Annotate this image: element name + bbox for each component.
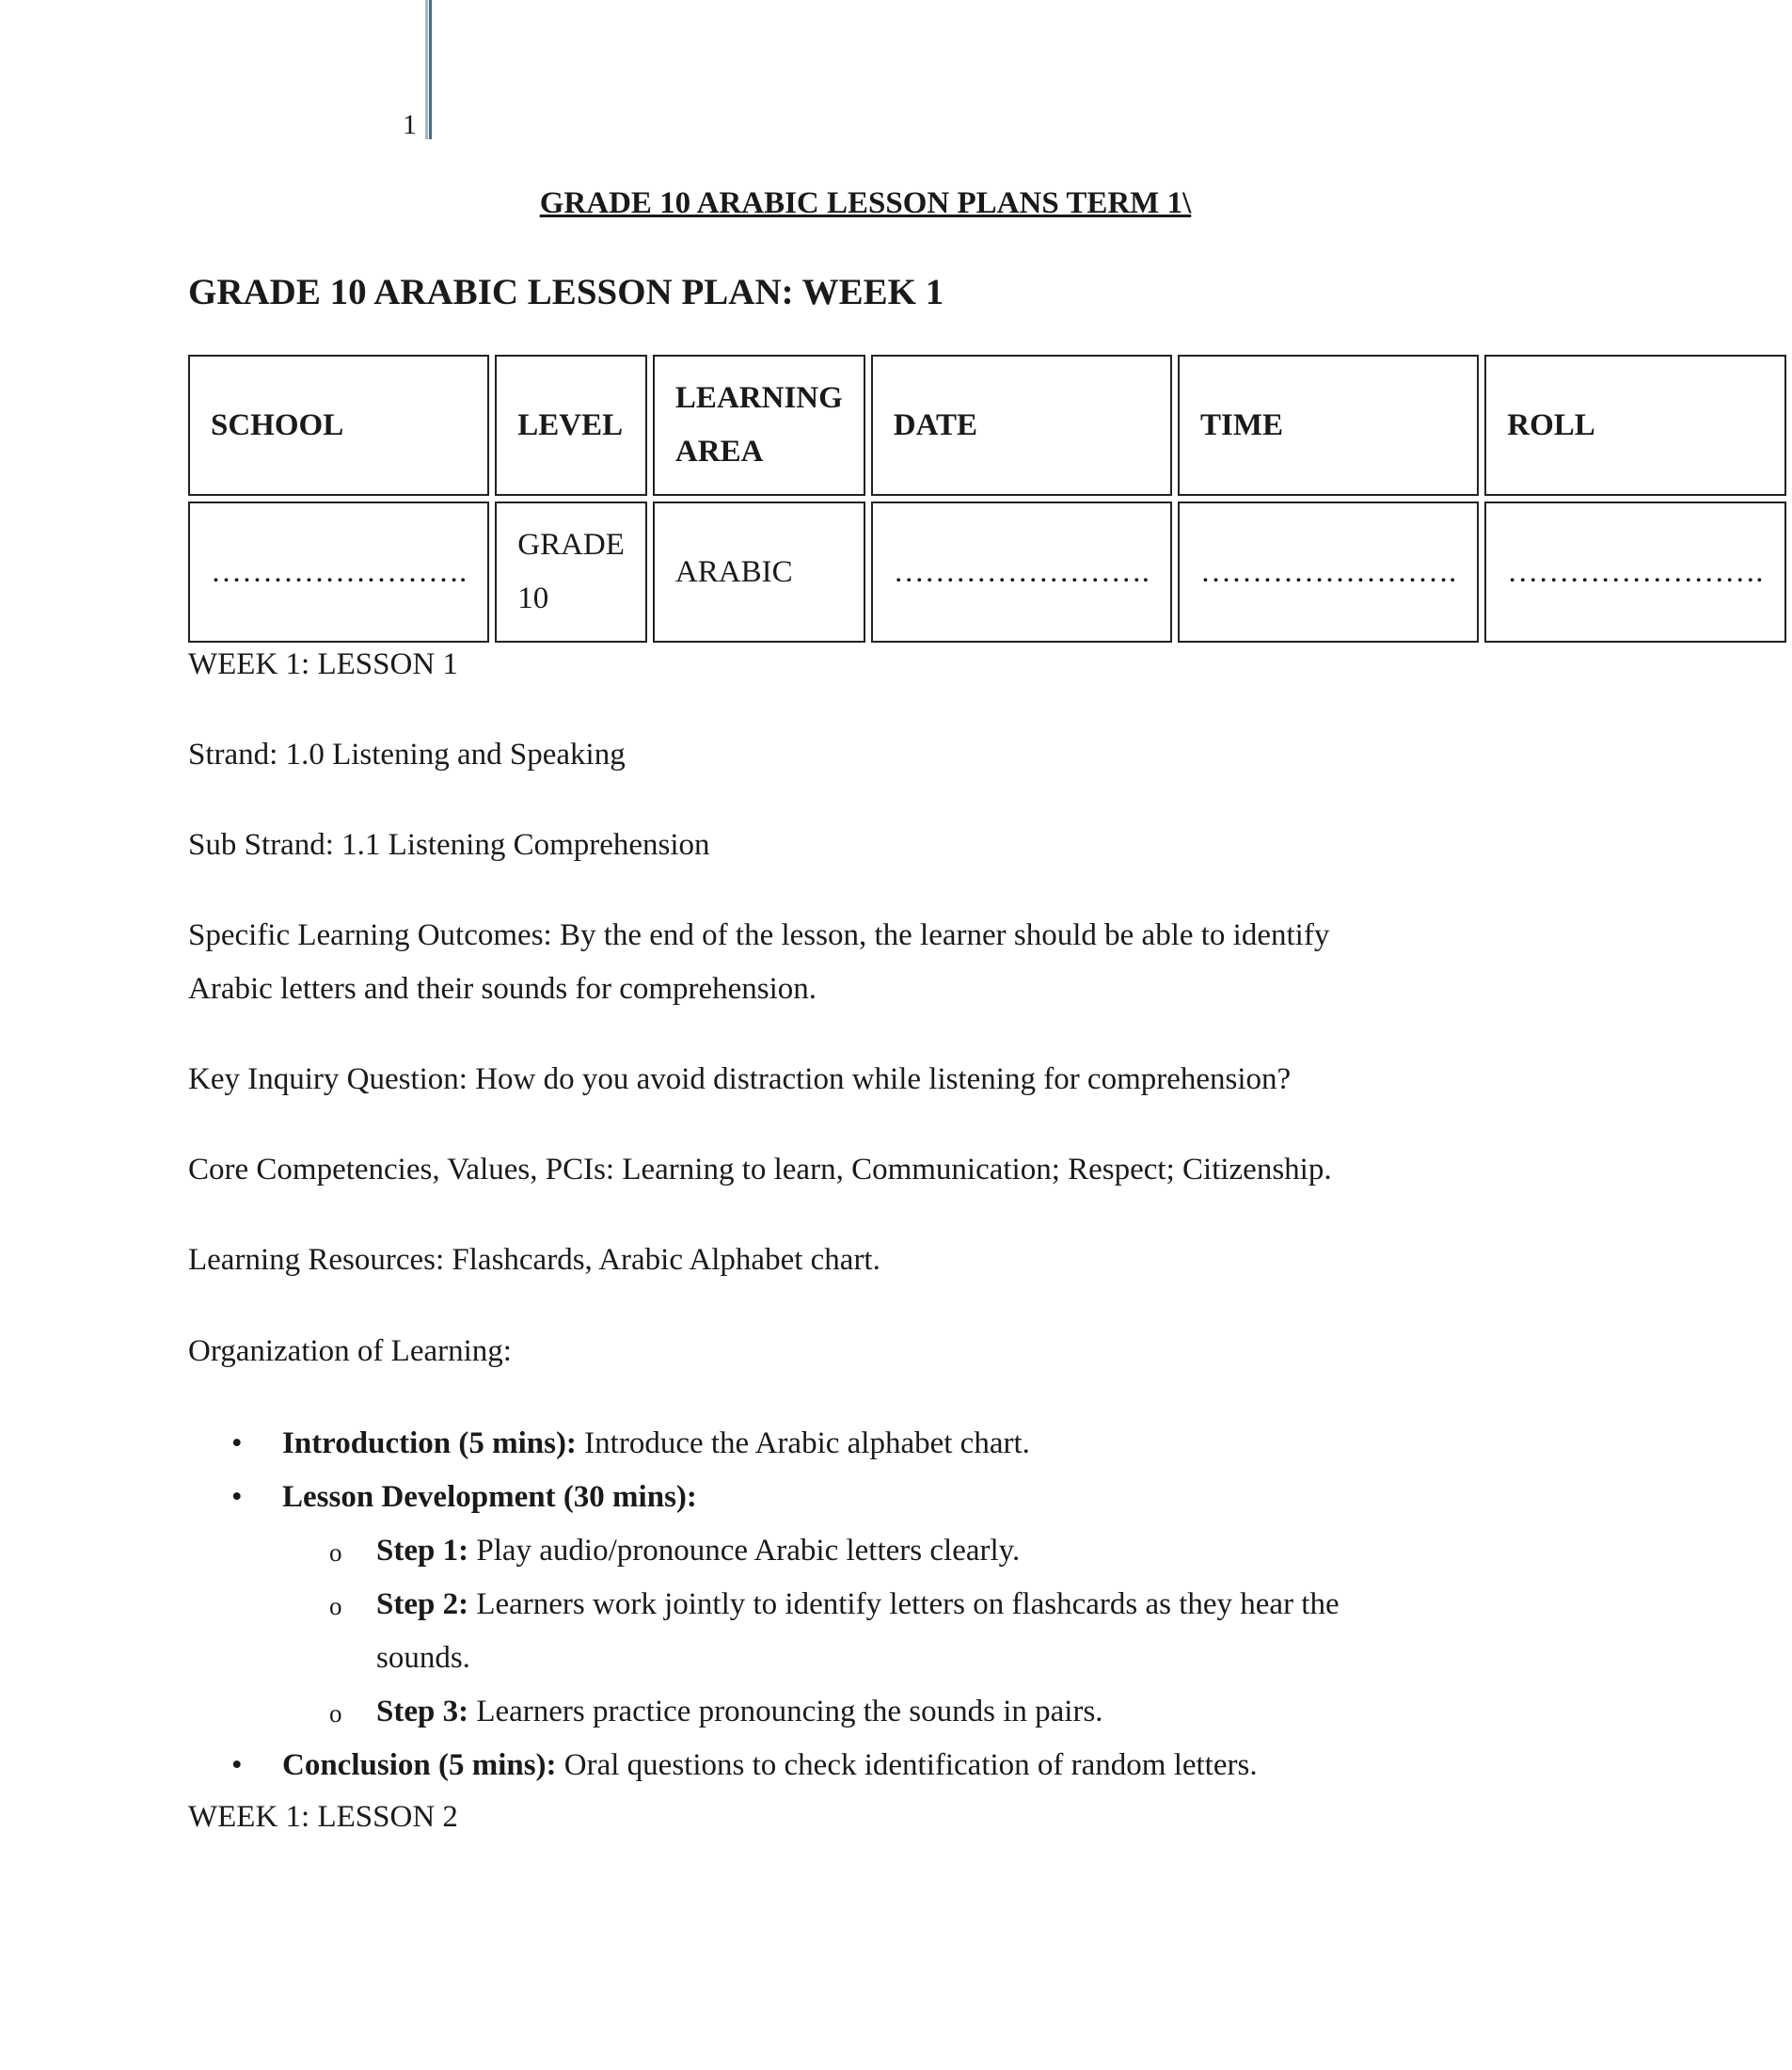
header-roll: ROLL [1484,355,1785,496]
value-date: ……………………. [871,502,1172,643]
header-learning-area: LEARNING AREA [653,355,865,496]
key-inquiry-question: Key Inquiry Question: How do you avoid distraction while listening for comprehension? [188,1062,1292,1096]
value-level: GRADE 10 [495,502,647,643]
table-header-row [188,355,1786,496]
page-number: 1 [403,109,417,140]
header-date: DATE [871,355,1172,496]
document-title: GRADE 10 ARABIC LESSON PLANS TERM 1\ [539,186,1192,220]
organization-label: Organization of Learning: [188,1334,512,1368]
lesson-1-label: WEEK 1: LESSON 1 [188,647,458,681]
lesson-info-table [182,349,1792,648]
value-time: ……………………. [1178,502,1479,643]
header-time: TIME [1178,355,1479,496]
circle-bullet-icon: o [329,1538,342,1567]
conclusion-text: Oral questions to check identification of random letters. [556,1748,1258,1782]
list-item-conclusion [188,1739,1411,1792]
bullet-icon: • [231,1748,243,1782]
list-item-development [188,1471,1411,1739]
step-item [282,1578,1411,1685]
learning-outcomes: Specific Learning Outcomes: By the end of the lesson, the learner should be able to identify Arabic letters and their sounds for comprehension. [188,918,1330,1006]
sub-strand: Sub Strand: 1.1 Listening Comprehension [188,828,710,862]
introduction-text: Introduce the Arabic alphabet chart. [576,1426,1030,1460]
header-level: LEVEL [495,355,647,496]
introduction-label: Introduction (5 mins): [282,1426,577,1460]
step-label: Step 3: [376,1695,469,1728]
step-text: Learners work jointly to identify letters on flashcards as they hear the sounds. [376,1587,1340,1675]
step-item [282,1685,1411,1739]
step-text: Learners practice pronouncing the sounds in pairs. [468,1695,1103,1728]
steps-list [282,1524,1411,1739]
strand: Strand: 1.0 Listening and Speaking [188,738,626,772]
organization-list [188,1417,1411,1792]
lesson-2-label: WEEK 1: LESSON 2 [188,1800,458,1834]
step-label: Step 1: [376,1534,469,1568]
bullet-icon: • [231,1480,243,1514]
list-item-introduction [188,1417,1411,1471]
conclusion-label: Conclusion (5 mins): [282,1748,557,1782]
circle-bullet-icon: o [329,1592,342,1620]
circle-bullet-icon: o [329,1699,342,1728]
step-text: Play audio/pronounce Arabic letters clearly. [468,1534,1021,1568]
step-item [282,1524,1411,1578]
step-label: Step 2: [376,1587,469,1621]
plan-heading: GRADE 10 ARABIC LESSON PLAN: WEEK 1 [188,272,944,312]
table-value-row [188,502,1786,643]
learning-resources: Learning Resources: Flashcards, Arabic Alphabet chart. [188,1243,880,1277]
header-school: SCHOOL [188,355,489,496]
value-school: ……………………. [188,502,489,643]
value-roll: ……………………. [1484,502,1785,643]
core-competencies: Core Competencies, Values, PCIs: Learning to learn, Communication; Respect; Citizenship. [188,1153,1332,1186]
bullet-icon: • [231,1426,243,1460]
margin-rule [425,0,433,139]
development-label: Lesson Development (30 mins): [282,1480,697,1514]
value-learning-area: ARABIC [653,502,865,643]
